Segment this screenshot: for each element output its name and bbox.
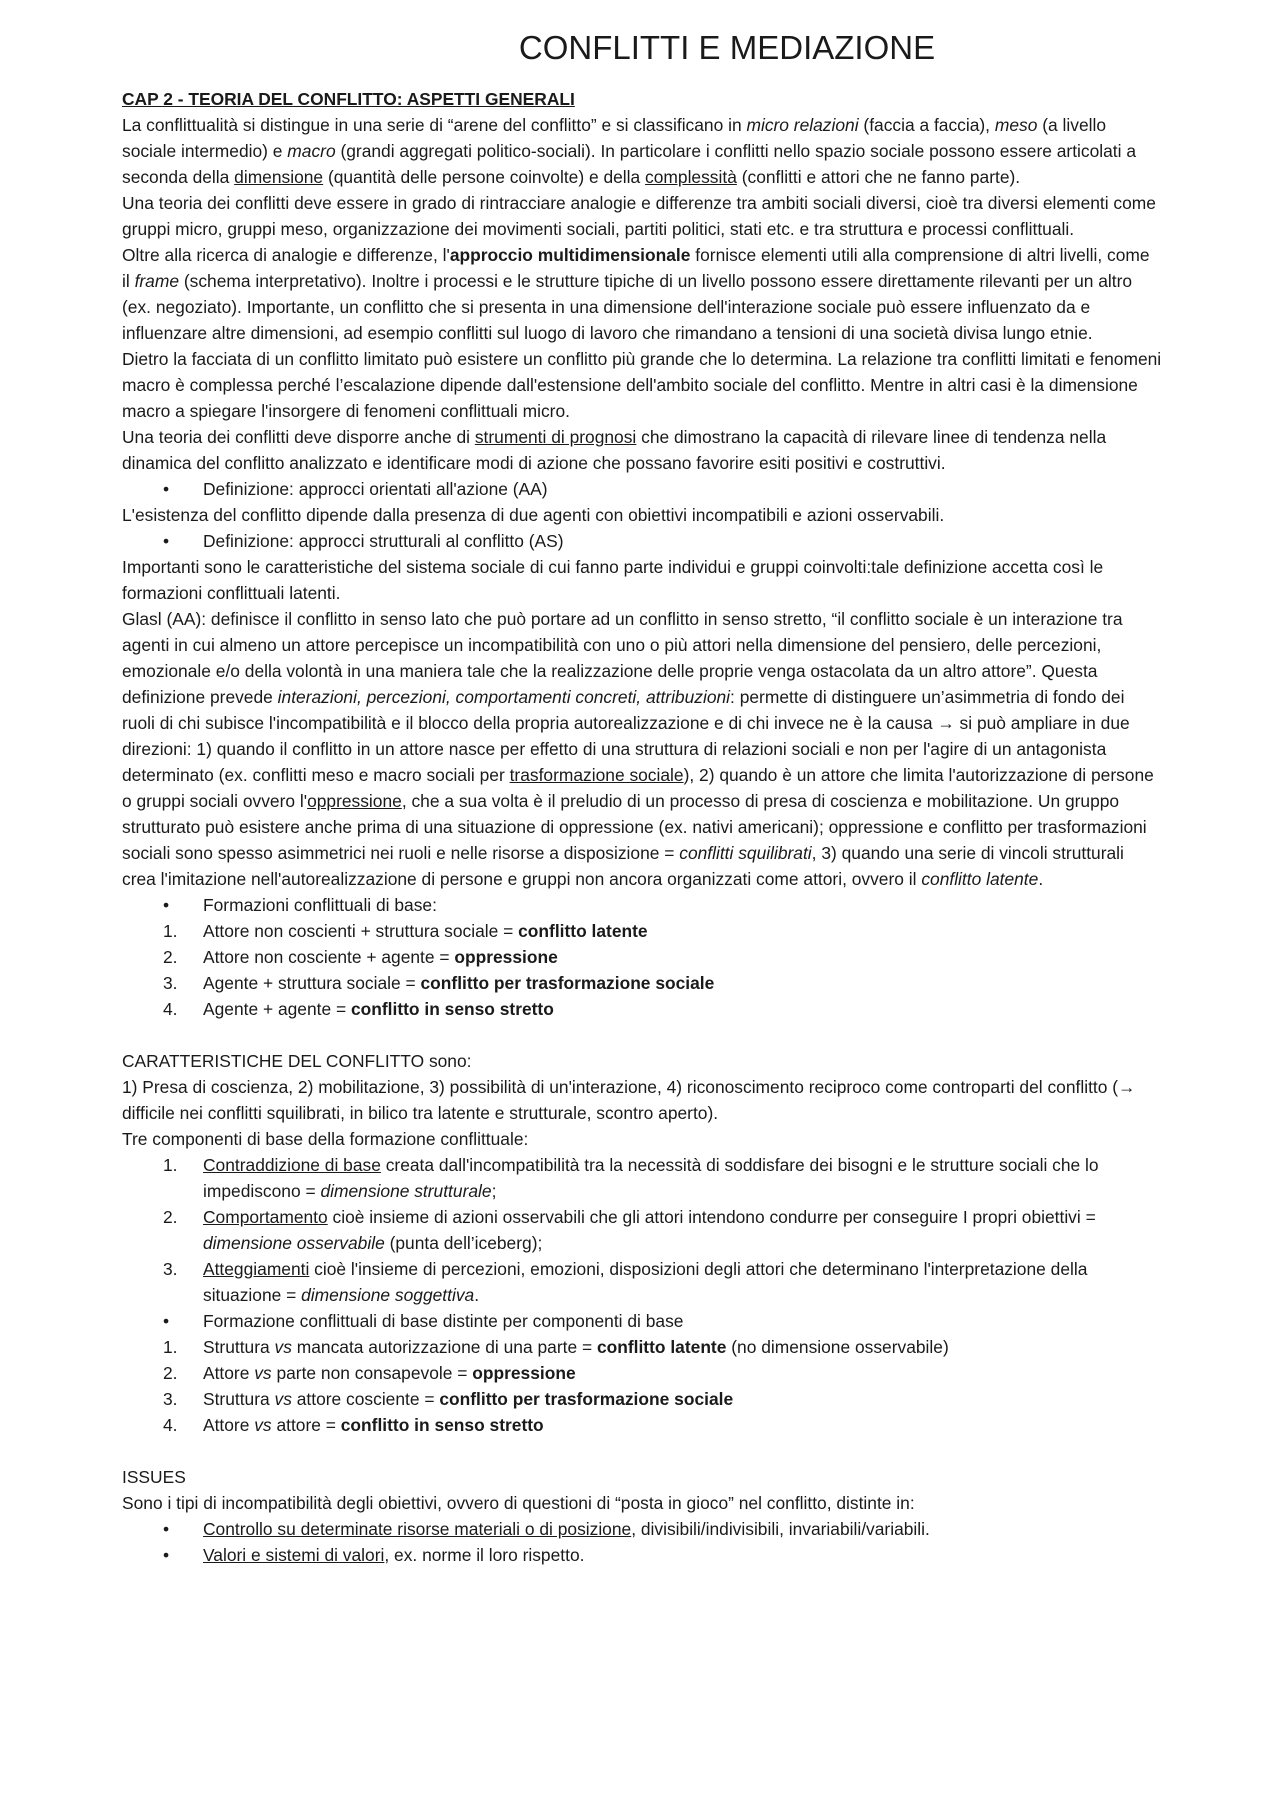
underlined-text: oppressione — [307, 791, 402, 811]
numbered-item — [122, 1386, 1162, 1412]
bold-text: conflitto in senso stretto — [350, 999, 554, 1019]
list-number: 4. — [163, 999, 178, 1019]
list-item-text — [203, 1386, 1162, 1412]
list-item-text — [203, 1152, 1162, 1204]
underlined-text: Contraddizione di base — [203, 1155, 381, 1175]
bold-text: approccio multidimensionale — [449, 245, 691, 265]
list-item-text — [203, 996, 1162, 1022]
paragraph — [122, 190, 1162, 242]
italic-text: vs — [254, 1363, 272, 1383]
text-run: , 3) quando una serie di vincoli strutturali crea l'imitazione nell'autorealizzazione di persone e gruppi non ancora organizzati come attori, ovvero il — [122, 843, 1124, 889]
list-item-text — [203, 476, 1162, 502]
bullet-item — [122, 892, 1162, 918]
bullet-marker: • — [163, 1311, 170, 1331]
bullet-marker: • — [163, 479, 170, 499]
text-run: Una teoria dei conflitti deve disporre anche di — [122, 427, 475, 447]
text-run: attore cosciente = — [291, 1389, 440, 1409]
text-run: ; — [491, 1181, 497, 1201]
list-number: 3. — [163, 1259, 178, 1279]
paragraph — [122, 112, 1162, 190]
text-run: . — [474, 1285, 480, 1305]
italic-text: meso — [994, 115, 1038, 135]
bold-text: conflitto latente — [518, 921, 648, 941]
text-run: (no dimensione osservabile) — [726, 1337, 949, 1357]
list-number: 3. — [163, 1389, 178, 1409]
list-item-text — [203, 1204, 1162, 1256]
text-run: Glasl (AA): definisce il conflitto in senso lato che può portare ad un conflitto in senso stretto, “il conflitto sociale è un interazione tra agenti in cui almeno un attore percepisce un incompatibilità con uno o più attori nella dimensione del pensiero, delle percezioni, emozionale e/o della volontà in una maniera tale che la realizzazione delle proprie venga ostacolata da un altro attore”. Questa definizione prevede — [122, 609, 1123, 707]
list-item-text — [203, 1256, 1162, 1308]
list-item-text — [203, 1412, 1162, 1438]
list-number: 4. — [163, 1415, 178, 1435]
text-run: Struttura — [203, 1337, 275, 1357]
text-run: creata dall'incompatibilità tra la necessità di soddisfare dei bisogni e le strutture sociali che lo impediscono = — [203, 1155, 1099, 1201]
italic-text: vs — [274, 1337, 292, 1357]
text-run: cioè insieme di azioni osservabili che gli attori intendono condurre per conseguire I propri obiettivi = — [327, 1207, 1096, 1227]
text-run: Importanti sono le caratteristiche del sistema sociale di cui fanno parte individui e gruppi coinvolti:tale definizione accetta così le formazioni conflittuali latenti. — [122, 557, 1104, 603]
list-number: 1. — [163, 1337, 178, 1357]
underlined-text: Atteggiamenti — [203, 1259, 310, 1279]
list-item-text — [203, 1542, 1162, 1568]
italic-text: micro relazioni — [746, 115, 859, 135]
numbered-item — [122, 944, 1162, 970]
text-run: Sono i tipi di incompatibilità degli obiettivi, ovvero di questioni di “posta in gioco” nel conflitto, distinte in: — [122, 1493, 915, 1513]
paragraph — [122, 424, 1162, 476]
text-run: fornisce elementi utili alla comprensione di altri livelli, come il — [122, 245, 1150, 291]
paragraph — [122, 554, 1162, 606]
text-run: , che a sua volta è il preludio di un processo di presa di coscienza e mobilitazione. Un gruppo strutturato può esistere anche prima di una situazione di oppressione (ex. nativi americani); oppressione e conflitto per trasformazioni sociali sono spesso asimmetrici nei ruoli e nelle risorse a disposizione = — [122, 791, 1147, 863]
numbered-item — [122, 1256, 1162, 1308]
list-item-text — [203, 918, 1162, 944]
numbered-item — [122, 996, 1162, 1022]
section-spacer — [122, 1022, 1162, 1048]
list-item-text — [203, 944, 1162, 970]
text-run: ISSUES — [122, 1467, 186, 1487]
text-run: cioè l'insieme di percezioni, emozioni, disposizioni degli attori che determinano l'interpretazione della situazione = — [203, 1259, 1088, 1305]
italic-text: interazioni, percezioni, comportamenti concreti, attribuzioni — [277, 687, 731, 707]
bullet-item — [122, 1516, 1162, 1542]
text-run: , divisibili/indivisibili, invariabili/variabili. — [631, 1519, 930, 1539]
text-run: Definizione: approcci orientati all'azione (AA) — [203, 479, 548, 499]
numbered-item — [122, 1204, 1162, 1256]
italic-text: conflitto latente — [921, 869, 1039, 889]
list-item-text — [203, 528, 1162, 554]
paragraph — [122, 1464, 1162, 1490]
italic-text: macro — [287, 141, 336, 161]
text-run: (grandi aggregati politico-sociali). In particolare i conflitti nello spazio sociale possono essere articolati a seconda della — [122, 141, 1137, 187]
italic-text: dimensione osservabile — [203, 1233, 385, 1253]
paragraph — [122, 1074, 1162, 1126]
paragraph — [122, 502, 1162, 528]
underlined-text: Controllo su determinate risorse materiali o di posizione — [203, 1519, 632, 1539]
italic-text: dimensione soggettiva — [301, 1285, 475, 1305]
bullet-marker: • — [163, 531, 170, 551]
text-run: . — [1038, 869, 1044, 889]
numbered-item — [122, 1334, 1162, 1360]
text-run: ), 2) quando è un attore che limita l'autorizzazione di persone o gruppi sociali ovvero l' — [122, 765, 1154, 811]
italic-text: vs — [274, 1389, 292, 1409]
list-number: 2. — [163, 1207, 178, 1227]
list-number: 1. — [163, 1155, 178, 1175]
text-run: Agente + struttura sociale = — [203, 973, 421, 993]
text-run: (quantità delle persone coinvolte) e della — [323, 167, 646, 187]
numbered-item — [122, 1152, 1162, 1204]
text-run: Definizione: approcci strutturali al conflitto (AS) — [203, 531, 564, 551]
text-run: , ex. norme il loro rispetto. — [384, 1545, 585, 1565]
text-run: Oltre alla ricerca di analogie e differenze, l' — [122, 245, 450, 265]
paragraph — [122, 1490, 1162, 1516]
italic-text: dimensione strutturale — [320, 1181, 492, 1201]
italic-text: frame — [134, 271, 180, 291]
underlined-text: Valori e sistemi di valori — [203, 1545, 385, 1565]
text-run: (schema interpretativo). Inoltre i processi e le strutture tipiche di un livello possono essere direttamente rilevanti per un altro (ex. negoziato). Importante, un conflitto che si presenta in una dimensione dell'interazione sociale può essere influenzato da e influenzare altre dimensioni, ad esempio conflitti sul luogo di lavoro che rimandano a tensioni di una società divisa lungo etnie. — [122, 271, 1133, 343]
numbered-item — [122, 1412, 1162, 1438]
paragraph — [122, 1048, 1162, 1074]
text-run: Agente + agente = — [203, 999, 351, 1019]
bullet-marker: • — [163, 1519, 170, 1539]
text-run: La conflittualità si distingue in una serie di “arene del conflitto” e si classificano in — [122, 115, 747, 135]
underlined-text: Comportamento — [203, 1207, 328, 1227]
list-number: 3. — [163, 973, 178, 993]
bullet-item — [122, 1308, 1162, 1334]
text-run: Attore — [203, 1363, 255, 1383]
bold-text: oppressione — [472, 1363, 576, 1383]
underlined-text: trasformazione sociale — [509, 765, 684, 785]
text-run: L'esistenza del conflitto dipende dalla presenza di due agenti con obiettivi incompatibili e azioni osservabili. — [122, 505, 945, 525]
bold-text: conflitto per trasformazione sociale — [439, 1389, 734, 1409]
text-run: (faccia a faccia), — [858, 115, 995, 135]
text-run: (a livello sociale intermedio) e — [122, 115, 1107, 161]
underlined-text: strumenti di prognosi — [474, 427, 637, 447]
bullet-item — [122, 528, 1162, 554]
text-run: attore = — [271, 1415, 341, 1435]
text-run: Attore — [203, 1415, 255, 1435]
text-run: (punta dell’iceberg); — [384, 1233, 543, 1253]
bullet-marker: • — [163, 1545, 170, 1565]
text-run: parte non consapevole = — [271, 1363, 473, 1383]
text-run: che dimostrano la capacità di rilevare linee di tendenza nella dinamica del conflitto analizzato e identificare modi di azione che possano favorire esiti positivi e costruttivi. — [122, 427, 1107, 473]
underlined-text: complessità — [645, 167, 737, 187]
italic-text: conflitti squilibrati — [679, 843, 812, 863]
list-number: 2. — [163, 1363, 178, 1383]
section-spacer — [122, 1438, 1162, 1464]
bold-text: conflitto per trasformazione sociale — [420, 973, 715, 993]
text-run: Dietro la facciata di un conflitto limitato può esistere un conflitto più grande che lo determina. La relazione tra conflitti limitati e fenomeni macro è complessa perché l’escalazione dipende dall'estensione dell'ambito sociale del conflitto. Mentre in altri casi è la dimensione macro a spiegare l'insorgere di fenomeni conflittuali micro. — [122, 349, 1162, 421]
text-run: 1) Presa di coscienza, 2) mobilitazione, 3) possibilità di un'interazione, 4) riconoscimento reciproco come controparti del conflitto (→ difficile nei conflitti squilibrati, in bilico tra latente e strutturale, scontro aperto). — [122, 1077, 1136, 1123]
text-run: mancata autorizzazione di una parte = — [291, 1337, 597, 1357]
list-number: 2. — [163, 947, 178, 967]
text-run: Struttura — [203, 1389, 275, 1409]
italic-text: vs — [254, 1415, 272, 1435]
bold-text: conflitto latente — [596, 1337, 727, 1357]
bullet-item — [122, 476, 1162, 502]
bold-text: conflitto in senso stretto — [340, 1415, 544, 1435]
text-run: (conflitti e attori che ne fanno parte). — [736, 167, 1021, 187]
paragraph — [122, 242, 1162, 346]
chapter-heading: CAP 2 - TEORIA DEL CONFLITTO: ASPETTI GENERALI — [122, 89, 575, 109]
text-run: : permette di distinguere un’asimmetria di fondo dei ruoli di chi subisce l'incompatibilità e il blocco della propria autorealizzazione e di chi invece ne è la causa → si può ampliare in due direzioni: 1) quando il conflitto in un attore nasce per effetto di una struttura di relazioni sociali e non per l'agire di un antagonista determinato (ex. conflitti meso e macro sociali per — [122, 687, 1130, 785]
bullet-item — [122, 1542, 1162, 1568]
text-run: Attore non cosciente + agente = — [203, 947, 455, 967]
text-run: Formazioni conflittuali di base: — [203, 895, 437, 915]
list-item-text — [203, 1334, 1162, 1360]
numbered-item — [122, 918, 1162, 944]
text-run: Formazione conflittuali di base distinte per componenti di base — [203, 1311, 684, 1331]
list-item-text — [203, 892, 1162, 918]
bold-text: oppressione — [454, 947, 558, 967]
list-number: 1. — [163, 921, 178, 941]
text-run: CARATTERISTICHE DEL CONFLITTO sono: — [122, 1051, 472, 1071]
numbered-item — [122, 1360, 1162, 1386]
bullet-marker: • — [163, 895, 170, 915]
underlined-text: dimensione — [234, 167, 324, 187]
list-item-text — [203, 1516, 1162, 1542]
list-item-text — [203, 1360, 1162, 1386]
list-item-text — [203, 1308, 1162, 1334]
page-title: CONFLITTI E MEDIAZIONE — [518, 29, 936, 66]
document-body — [122, 112, 1162, 1568]
list-item-text — [203, 970, 1162, 996]
text-run: Tre componenti di base della formazione conflittuale: — [122, 1129, 529, 1149]
paragraph — [122, 1126, 1162, 1152]
text-run: Una teoria dei conflitti deve essere in grado di rintracciare analogie e differenze tra ambiti sociali diversi, cioè tra diversi elementi come gruppi micro, gruppi meso, organizzazione dei movimenti sociali, partiti politici, stati etc. e tra struttura e processi conflittuali. — [122, 193, 1156, 239]
paragraph — [122, 606, 1162, 892]
text-run: Attore non coscienti + struttura sociale = — [203, 921, 519, 941]
numbered-item — [122, 970, 1162, 996]
paragraph — [122, 346, 1162, 424]
